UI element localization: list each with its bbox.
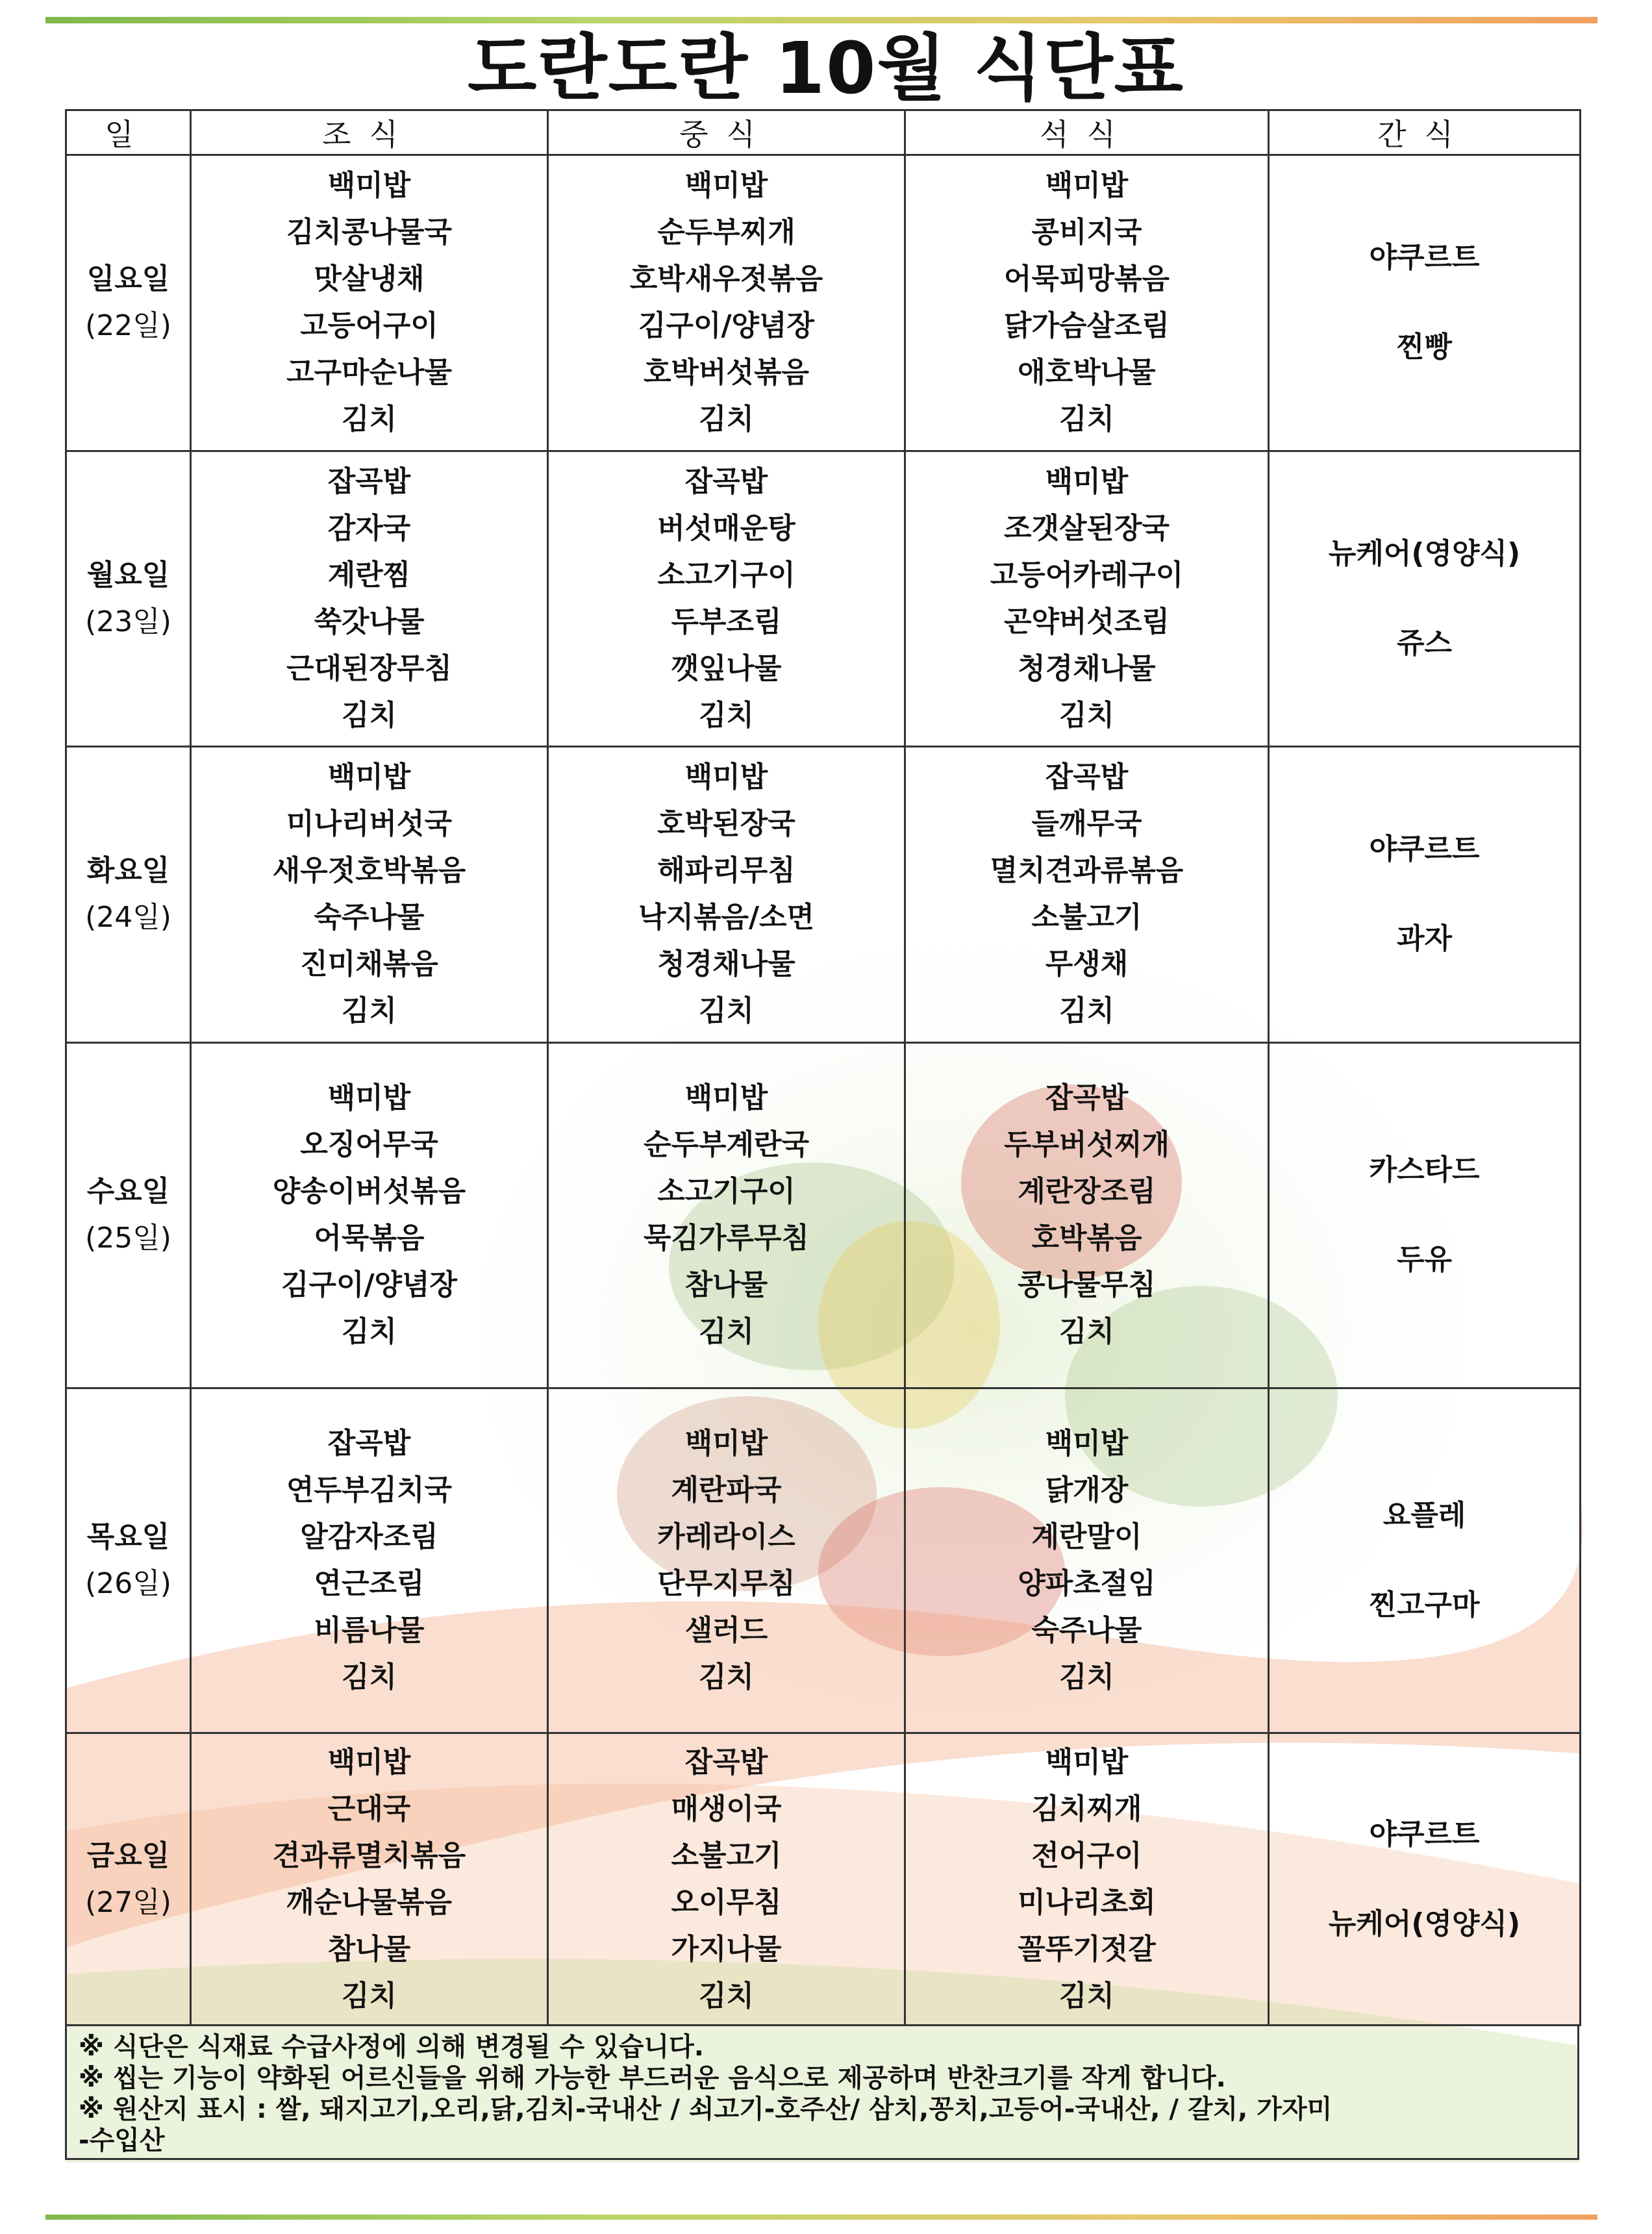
breakfast-cell bbox=[191, 1042, 548, 1388]
snack-spacer bbox=[1270, 577, 1579, 620]
menu-item: 계란장조림 bbox=[1018, 1175, 1156, 1209]
menu-item: 맛살냉채 bbox=[314, 262, 425, 296]
menu-item: 묵김가루무침 bbox=[643, 1222, 810, 1255]
breakfast-cell bbox=[191, 1388, 548, 1733]
day-name: 화요일 bbox=[86, 854, 170, 888]
menu-item: 고등어카레구이 bbox=[990, 558, 1184, 592]
menu-item: 두부조림 bbox=[671, 605, 782, 638]
header-snack: 간식 bbox=[1269, 110, 1581, 155]
snack-item: 쥬스 bbox=[1396, 626, 1452, 660]
menu-item: 단무지무침 bbox=[657, 1567, 795, 1600]
menu-item: 진미채볶음 bbox=[300, 948, 438, 981]
menu-item: 김치 bbox=[698, 994, 754, 1028]
menu-item: 잡곡밥 bbox=[684, 1745, 768, 1779]
menu-item: 참나물 bbox=[684, 1268, 768, 1302]
header-day: 일 bbox=[66, 110, 191, 155]
menu-item: 쑥갓나물 bbox=[314, 605, 425, 638]
menu-item: 숙주나물 bbox=[1031, 1614, 1142, 1647]
menu-item: 연두부김치국 bbox=[286, 1474, 453, 1507]
snack-spacer bbox=[1270, 1194, 1579, 1236]
menu-item: 견과류멸치볶음 bbox=[272, 1839, 466, 1872]
menu-item: 잡곡밥 bbox=[327, 464, 411, 498]
menu-item: 깻잎나물 bbox=[671, 651, 782, 685]
menu-item: 들깨무국 bbox=[1031, 807, 1142, 841]
breakfast-cell bbox=[191, 451, 548, 747]
day-cell bbox=[66, 1388, 191, 1733]
dinner-cell bbox=[905, 1042, 1269, 1388]
menu-item: 소고기구이 bbox=[657, 1175, 795, 1209]
menu-item: 잡곡밥 bbox=[684, 464, 768, 498]
menu-item: 닭개장 bbox=[1045, 1474, 1129, 1507]
bottom-decor-line bbox=[45, 2215, 1597, 2220]
menu-item: 백미밥 bbox=[1045, 464, 1129, 498]
lunch-cell bbox=[548, 1733, 905, 2026]
snack-item: 야쿠르트 bbox=[1369, 1817, 1480, 1851]
menu-item: 양파초절임 bbox=[1018, 1567, 1156, 1600]
menu-item: 잡곡밥 bbox=[1045, 760, 1129, 794]
menu-item: 어묵피망볶음 bbox=[1003, 262, 1170, 296]
note-line: ※ 원산지 표시 : 쌀, 돼지고기,오리,닭,김치-국내산 / 쇠고기-호주산/ 삼치,꽁치,고등어-국내산, / 갈치, 가자미 bbox=[79, 2094, 1333, 2124]
menu-item: 호박볶음 bbox=[1031, 1222, 1142, 1255]
menu-item: 잡곡밥 bbox=[327, 1427, 411, 1460]
lunch-cell bbox=[548, 1388, 905, 1733]
note-line: -수입산 bbox=[79, 2126, 165, 2155]
menu-item: 근대된장무침 bbox=[286, 651, 453, 685]
menu-item: 숙주나물 bbox=[314, 901, 425, 935]
snack-item: 야쿠르트 bbox=[1369, 833, 1480, 866]
note-line: ※ 식단은 식재료 수급사정에 의해 변경될 수 있습니다. bbox=[79, 2032, 705, 2062]
menu-item: 청경채나물 bbox=[1018, 651, 1156, 685]
menu-item: 김치 bbox=[698, 1979, 754, 2013]
menu-item: 김치 bbox=[341, 698, 397, 732]
menu-item: 연근조림 bbox=[314, 1567, 425, 1600]
menu-item: 김치 bbox=[341, 1979, 397, 2013]
menu-item: 새우젓호박볶음 bbox=[272, 854, 466, 888]
lunch-cell bbox=[548, 155, 905, 451]
table-header-row bbox=[66, 110, 1581, 155]
table-row bbox=[66, 1388, 1581, 1733]
day-date: (22일) bbox=[85, 309, 171, 343]
day-cell bbox=[66, 451, 191, 747]
day-date: (23일) bbox=[85, 605, 171, 638]
menu-item: 호박된장국 bbox=[657, 807, 795, 841]
table-row bbox=[66, 1042, 1581, 1388]
menu-item: 백미밥 bbox=[327, 1745, 411, 1779]
dinner-cell bbox=[905, 1388, 1269, 1733]
menu-item: 김치 bbox=[1058, 1661, 1114, 1694]
menu-item: 버섯매운탕 bbox=[657, 511, 795, 545]
menu-item: 해파리무침 bbox=[657, 854, 795, 888]
menu-item: 청경채나물 bbox=[657, 948, 795, 981]
snack-cell bbox=[1269, 451, 1581, 747]
day-cell bbox=[66, 747, 191, 1043]
menu-item: 백미밥 bbox=[684, 760, 768, 794]
menu-item: 백미밥 bbox=[327, 760, 411, 794]
menu-item: 백미밥 bbox=[684, 1427, 768, 1460]
meal-plan-table bbox=[65, 109, 1581, 2026]
menu-item: 근대국 bbox=[327, 1792, 411, 1826]
dinner-cell bbox=[905, 155, 1269, 451]
snack-cell bbox=[1269, 1042, 1581, 1388]
dinner-cell bbox=[905, 451, 1269, 747]
menu-item: 김치찌개 bbox=[1031, 1792, 1142, 1826]
snack-spacer bbox=[1270, 873, 1579, 916]
menu-item: 김구이/양념장 bbox=[638, 309, 815, 343]
menu-item: 호박새우젓볶음 bbox=[629, 262, 823, 296]
menu-item: 김치 bbox=[698, 1661, 754, 1694]
day-date: (24일) bbox=[85, 901, 171, 935]
menu-item: 미나리버섯국 bbox=[286, 807, 453, 841]
day-name: 월요일 bbox=[86, 558, 170, 592]
snack-item: 과자 bbox=[1396, 922, 1452, 956]
menu-item: 순두부계란국 bbox=[643, 1128, 810, 1162]
menu-item: 알감자조림 bbox=[300, 1520, 438, 1553]
lunch-cell bbox=[548, 1042, 905, 1388]
menu-item: 양송이버섯볶음 bbox=[272, 1175, 466, 1209]
day-date: (25일) bbox=[85, 1222, 171, 1255]
menu-item: 조갯살된장국 bbox=[1003, 511, 1170, 545]
header-breakfast: 조식 bbox=[191, 110, 548, 155]
menu-item: 미나리초회 bbox=[1018, 1885, 1156, 1919]
menu-item: 두부버섯찌개 bbox=[1003, 1128, 1170, 1162]
menu-item: 비름나물 bbox=[314, 1614, 425, 1647]
menu-item: 전어구이 bbox=[1031, 1839, 1142, 1872]
menu-item: 가지나물 bbox=[671, 1932, 782, 1966]
menu-item: 소불고기 bbox=[671, 1839, 782, 1872]
menu-item: 백미밥 bbox=[327, 169, 411, 203]
day-name: 목요일 bbox=[86, 1520, 170, 1553]
day-cell bbox=[66, 155, 191, 451]
note-line: ※ 씹는 기능이 약화된 어르신들을 위해 가능한 부드러운 음식으로 제공하며 반찬크기를 작게 합니다. bbox=[79, 2063, 1226, 2093]
dinner-cell bbox=[905, 747, 1269, 1043]
breakfast-cell bbox=[191, 155, 548, 451]
menu-item: 애호박나물 bbox=[1018, 356, 1156, 390]
menu-item: 계란찜 bbox=[327, 558, 411, 592]
snack-spacer bbox=[1270, 1539, 1579, 1582]
menu-item: 김치 bbox=[341, 1315, 397, 1349]
snack-cell bbox=[1269, 747, 1581, 1043]
menu-item: 김치 bbox=[698, 1315, 754, 1349]
menu-item: 콩나물무침 bbox=[1018, 1268, 1156, 1302]
snack-item: 카스타드 bbox=[1369, 1153, 1480, 1187]
day-cell bbox=[66, 1042, 191, 1388]
menu-item: 백미밥 bbox=[1045, 1745, 1129, 1779]
snack-item: 요플레 bbox=[1383, 1499, 1466, 1532]
menu-item: 잡곡밥 bbox=[1045, 1081, 1129, 1115]
menu-item: 오이무침 bbox=[671, 1885, 782, 1919]
menu-item: 어묵볶음 bbox=[314, 1222, 425, 1255]
snack-item: 찐빵 bbox=[1396, 331, 1452, 364]
lunch-cell bbox=[548, 451, 905, 747]
notes-box bbox=[65, 2026, 1579, 2160]
menu-item: 백미밥 bbox=[1045, 1427, 1129, 1460]
table-row bbox=[66, 451, 1581, 747]
snack-item: 뉴케어(영양식) bbox=[1328, 536, 1521, 570]
menu-item: 김치 bbox=[1058, 403, 1114, 436]
menu-item: 무생채 bbox=[1045, 948, 1129, 981]
day-name: 일요일 bbox=[86, 262, 170, 296]
menu-item: 백미밥 bbox=[1045, 169, 1129, 203]
day-date: (27일) bbox=[85, 1885, 171, 1919]
menu-item: 오징어무국 bbox=[300, 1128, 438, 1162]
day-cell bbox=[66, 1733, 191, 2026]
table-row bbox=[66, 1733, 1581, 2026]
lunch-cell bbox=[548, 747, 905, 1043]
menu-item: 감자국 bbox=[327, 511, 411, 545]
menu-item: 김치 bbox=[341, 994, 397, 1028]
menu-item: 소불고기 bbox=[1031, 901, 1142, 935]
menu-item: 닭가슴살조림 bbox=[1003, 309, 1170, 343]
menu-item: 백미밥 bbox=[327, 1081, 411, 1115]
header-dinner: 석식 bbox=[905, 110, 1269, 155]
menu-item: 백미밥 bbox=[684, 169, 768, 203]
menu-item: 콩비지국 bbox=[1031, 216, 1142, 249]
menu-item: 순두부찌개 bbox=[657, 216, 795, 249]
snack-item: 뉴케어(영양식) bbox=[1328, 1907, 1521, 1940]
snack-cell bbox=[1269, 155, 1581, 451]
menu-item: 참나물 bbox=[327, 1932, 411, 1966]
snack-spacer bbox=[1270, 1858, 1579, 1901]
page-title: 도란도란 10월 식단표 bbox=[468, 27, 1184, 110]
dinner-cell bbox=[905, 1733, 1269, 2026]
menu-item: 김치콩나물국 bbox=[286, 216, 453, 249]
snack-item: 두유 bbox=[1396, 1243, 1452, 1277]
breakfast-cell bbox=[191, 747, 548, 1043]
menu-item: 낙지볶음/소면 bbox=[638, 901, 815, 935]
header-lunch: 중식 bbox=[548, 110, 905, 155]
menu-item: 김치 bbox=[341, 403, 397, 436]
menu-item: 김치 bbox=[698, 403, 754, 436]
menu-item: 깨순나물볶음 bbox=[286, 1885, 453, 1919]
menu-item: 고등어구이 bbox=[300, 309, 438, 343]
snack-cell bbox=[1269, 1388, 1581, 1733]
menu-item: 김치 bbox=[341, 1661, 397, 1694]
snack-item: 찐고구마 bbox=[1369, 1588, 1480, 1622]
snack-item: 야쿠르트 bbox=[1369, 241, 1480, 275]
menu-item: 김치 bbox=[698, 698, 754, 732]
menu-item: 김치 bbox=[1058, 1315, 1114, 1349]
day-name: 금요일 bbox=[86, 1839, 170, 1872]
snack-cell bbox=[1269, 1733, 1581, 2026]
day-date: (26일) bbox=[85, 1567, 171, 1600]
table-row bbox=[66, 155, 1581, 451]
menu-item: 꼴뚜기젓갈 bbox=[1018, 1932, 1156, 1966]
breakfast-cell bbox=[191, 1733, 548, 2026]
menu-item: 김치 bbox=[1058, 698, 1114, 732]
menu-item: 매생이국 bbox=[671, 1792, 782, 1826]
menu-item: 김구이/양념장 bbox=[281, 1268, 458, 1302]
menu-item: 호박버섯볶음 bbox=[643, 356, 810, 390]
menu-item: 김치 bbox=[1058, 994, 1114, 1028]
menu-item: 곤약버섯조림 bbox=[1003, 605, 1170, 638]
menu-item: 카레라이스 bbox=[657, 1520, 795, 1553]
menu-item: 백미밥 bbox=[684, 1081, 768, 1115]
menu-item: 계란말이 bbox=[1031, 1520, 1142, 1553]
menu-item: 소고기구이 bbox=[657, 558, 795, 592]
menu-item: 고구마순나물 bbox=[286, 356, 453, 390]
table-row bbox=[66, 747, 1581, 1043]
snack-spacer bbox=[1270, 281, 1579, 324]
day-name: 수요일 bbox=[86, 1175, 170, 1209]
menu-item: 계란파국 bbox=[671, 1474, 782, 1507]
menu-item: 멸치견과류볶음 bbox=[990, 854, 1184, 888]
menu-item: 샐러드 bbox=[684, 1614, 768, 1647]
menu-item: 김치 bbox=[1058, 1979, 1114, 2013]
